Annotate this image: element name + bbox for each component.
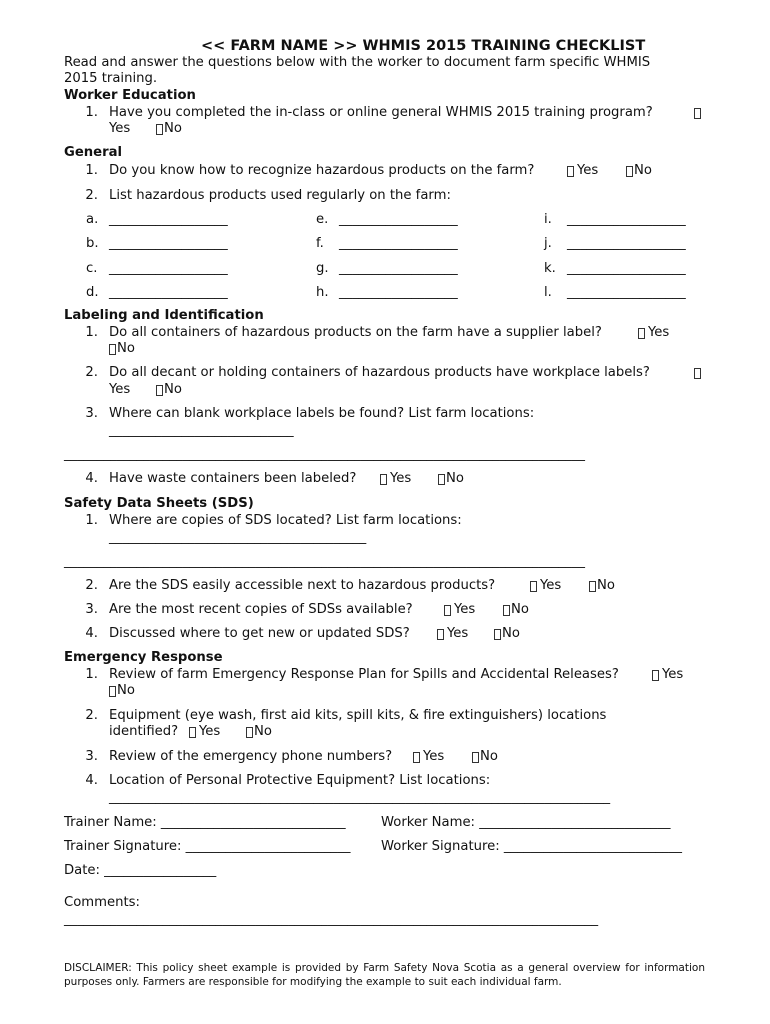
question-text: Review of the emergency phone numbers? xyxy=(109,749,393,764)
section-heading-emergency: Emergency Response xyxy=(64,650,223,665)
product-blank-line[interactable]: __________________ xyxy=(567,261,686,276)
yes-label: Yes xyxy=(577,163,599,178)
disclaimer: DISCLAIMER: This policy sheet example is provided by Farm Safety Nova Scotia as a general overview for information purposes only. Farmers are responsible for modifying the example to suit each individual farm. xyxy=(64,962,705,988)
no-label: No xyxy=(480,749,498,764)
yes-checkbox[interactable] xyxy=(694,108,701,119)
product-blank-line[interactable]: __________________ xyxy=(109,236,228,251)
list-letter: f. xyxy=(316,236,324,251)
no-checkbox[interactable] xyxy=(246,727,253,738)
list-letter: d. xyxy=(86,285,99,300)
yes-checkbox[interactable] xyxy=(694,368,701,379)
section-heading-sds: Safety Data Sheets (SDS) xyxy=(64,496,254,511)
yes-checkbox[interactable] xyxy=(189,727,196,738)
question-text: Have you completed the in-class or online general WHMIS 2015 training program? xyxy=(109,105,653,120)
yes-label: Yes xyxy=(447,626,469,641)
intro-text-line1: Read and answer the questions below with the worker to document farm specific WHMIS xyxy=(64,55,651,70)
no-label: No xyxy=(511,602,529,617)
question-number: 3. xyxy=(85,602,98,617)
question-number: 1. xyxy=(85,667,98,682)
list-letter: l. xyxy=(544,285,552,300)
yes-checkbox[interactable] xyxy=(652,670,659,681)
no-checkbox[interactable] xyxy=(626,166,633,177)
question-text: Discussed where to get new or updated SDS? xyxy=(109,626,410,641)
section-heading-worker-education: Worker Education xyxy=(64,88,196,103)
section-heading-labeling: Labeling and Identification xyxy=(64,308,264,323)
question-text: Location of Personal Protective Equipment? List locations: xyxy=(109,773,491,788)
intro-text-line2: 2015 training. xyxy=(64,71,158,86)
yes-label: Yes xyxy=(199,724,221,739)
question-number: 3. xyxy=(85,406,98,421)
yes-label: Yes xyxy=(662,667,684,682)
comments-label: Comments: xyxy=(64,895,140,910)
question-text: Equipment (eye wash, first aid kits, spill kits, & fire extinguishers) locations xyxy=(109,708,607,723)
no-checkbox[interactable] xyxy=(156,385,163,396)
answer-blank-line[interactable]: ____________________________________________________________________________ xyxy=(109,790,611,805)
yes-label: Yes xyxy=(109,121,131,136)
yes-checkbox[interactable] xyxy=(437,629,444,640)
yes-label: Yes xyxy=(648,325,670,340)
question-text: Are the SDS easily accessible next to hazardous products? xyxy=(109,578,496,593)
question-number: 1. xyxy=(85,163,98,178)
question-number: 1. xyxy=(85,105,98,120)
no-label: No xyxy=(117,341,135,356)
question-text: Have waste containers been labeled? xyxy=(109,471,357,486)
product-blank-line[interactable]: __________________ xyxy=(567,236,686,251)
trainer-name-field[interactable]: Trainer Name: ____________________________ xyxy=(64,815,346,830)
worker-name-field[interactable]: Worker Name: _____________________________ xyxy=(381,815,671,830)
yes-label: Yes xyxy=(540,578,562,593)
question-text: Do you know how to recognize hazardous products on the farm? xyxy=(109,163,535,178)
no-checkbox[interactable] xyxy=(589,581,596,592)
question-text: Where are copies of SDS located? List farm locations: xyxy=(109,513,462,528)
no-label: No xyxy=(254,724,272,739)
answer-blank-line[interactable]: ____________________________ xyxy=(109,423,294,438)
question-number: 4. xyxy=(85,626,98,641)
no-label: No xyxy=(502,626,520,641)
product-blank-line[interactable]: __________________ xyxy=(567,285,686,300)
yes-checkbox[interactable] xyxy=(444,605,451,616)
date-field[interactable]: Date: _________________ xyxy=(64,863,217,878)
answer-blank-line[interactable]: _______________________________________________________________________________ xyxy=(64,554,585,569)
question-number: 2. xyxy=(85,365,98,380)
no-checkbox[interactable] xyxy=(109,344,116,355)
question-number: 1. xyxy=(85,325,98,340)
yes-label: Yes xyxy=(423,749,445,764)
no-checkbox[interactable] xyxy=(156,124,163,135)
answer-blank-line[interactable]: _______________________________________________________________________________ xyxy=(64,447,585,462)
list-letter: b. xyxy=(86,236,99,251)
no-checkbox[interactable] xyxy=(503,605,510,616)
question-number: 2. xyxy=(85,578,98,593)
worker-signature-field[interactable]: Worker Signature: ___________________________ xyxy=(381,839,682,854)
yes-checkbox[interactable] xyxy=(567,166,574,177)
question-number: 1. xyxy=(85,513,98,528)
yes-checkbox[interactable] xyxy=(380,474,387,485)
no-label: No xyxy=(597,578,615,593)
list-letter: e. xyxy=(316,212,329,227)
no-label: No xyxy=(117,683,135,698)
no-label: No xyxy=(164,382,182,397)
product-blank-line[interactable]: __________________ xyxy=(339,212,458,227)
question-number: 2. xyxy=(85,188,98,203)
question-text-continued: identified? xyxy=(109,724,179,739)
yes-label: Yes xyxy=(390,471,412,486)
question-text: Are the most recent copies of SDSs available? xyxy=(109,602,413,617)
question-number: 4. xyxy=(85,773,98,788)
answer-blank-line[interactable]: _______________________________________ xyxy=(109,530,367,545)
product-blank-line[interactable]: __________________ xyxy=(339,285,458,300)
no-checkbox[interactable] xyxy=(438,474,445,485)
product-blank-line[interactable]: __________________ xyxy=(109,285,228,300)
list-letter: a. xyxy=(86,212,99,227)
no-label: No xyxy=(446,471,464,486)
product-blank-line[interactable]: __________________ xyxy=(109,261,228,276)
product-blank-line[interactable]: __________________ xyxy=(567,212,686,227)
question-text: Review of farm Emergency Response Plan for Spills and Accidental Releases? xyxy=(109,667,619,682)
trainer-signature-field[interactable]: Trainer Signature: _________________________ xyxy=(64,839,351,854)
question-number: 3. xyxy=(85,749,98,764)
yes-label: Yes xyxy=(109,382,131,397)
question-text: Do all decant or holding containers of hazardous products have workplace labels? xyxy=(109,365,650,380)
page-title: << FARM NAME >> WHMIS 2015 TRAINING CHECKLIST xyxy=(201,38,646,54)
list-letter: k. xyxy=(544,261,556,276)
product-blank-line[interactable]: __________________ xyxy=(109,212,228,227)
question-number: 2. xyxy=(85,708,98,723)
question-number: 4. xyxy=(85,471,98,486)
list-letter: c. xyxy=(86,261,98,276)
no-label: No xyxy=(164,121,182,136)
no-checkbox[interactable] xyxy=(472,752,479,763)
yes-label: Yes xyxy=(454,602,476,617)
yes-checkbox[interactable] xyxy=(530,581,537,592)
product-blank-line[interactable]: __________________ xyxy=(339,261,458,276)
no-label: No xyxy=(634,163,652,178)
comments-line[interactable]: _________________________________________________________________________________ xyxy=(64,912,599,927)
list-letter: i. xyxy=(544,212,552,227)
product-blank-line[interactable]: __________________ xyxy=(339,236,458,251)
yes-checkbox[interactable] xyxy=(638,328,645,339)
no-checkbox[interactable] xyxy=(494,629,501,640)
section-heading-general: General xyxy=(64,145,123,160)
question-text: Where can blank workplace labels be found? List farm locations: xyxy=(109,406,535,421)
list-letter: h. xyxy=(316,285,329,300)
question-text: List hazardous products used regularly on the farm: xyxy=(109,188,451,203)
question-text: Do all containers of hazardous products on the farm have a supplier label? xyxy=(109,325,602,340)
no-checkbox[interactable] xyxy=(109,686,116,697)
list-letter: g. xyxy=(316,261,329,276)
list-letter: j. xyxy=(544,236,552,251)
yes-checkbox[interactable] xyxy=(413,752,420,763)
